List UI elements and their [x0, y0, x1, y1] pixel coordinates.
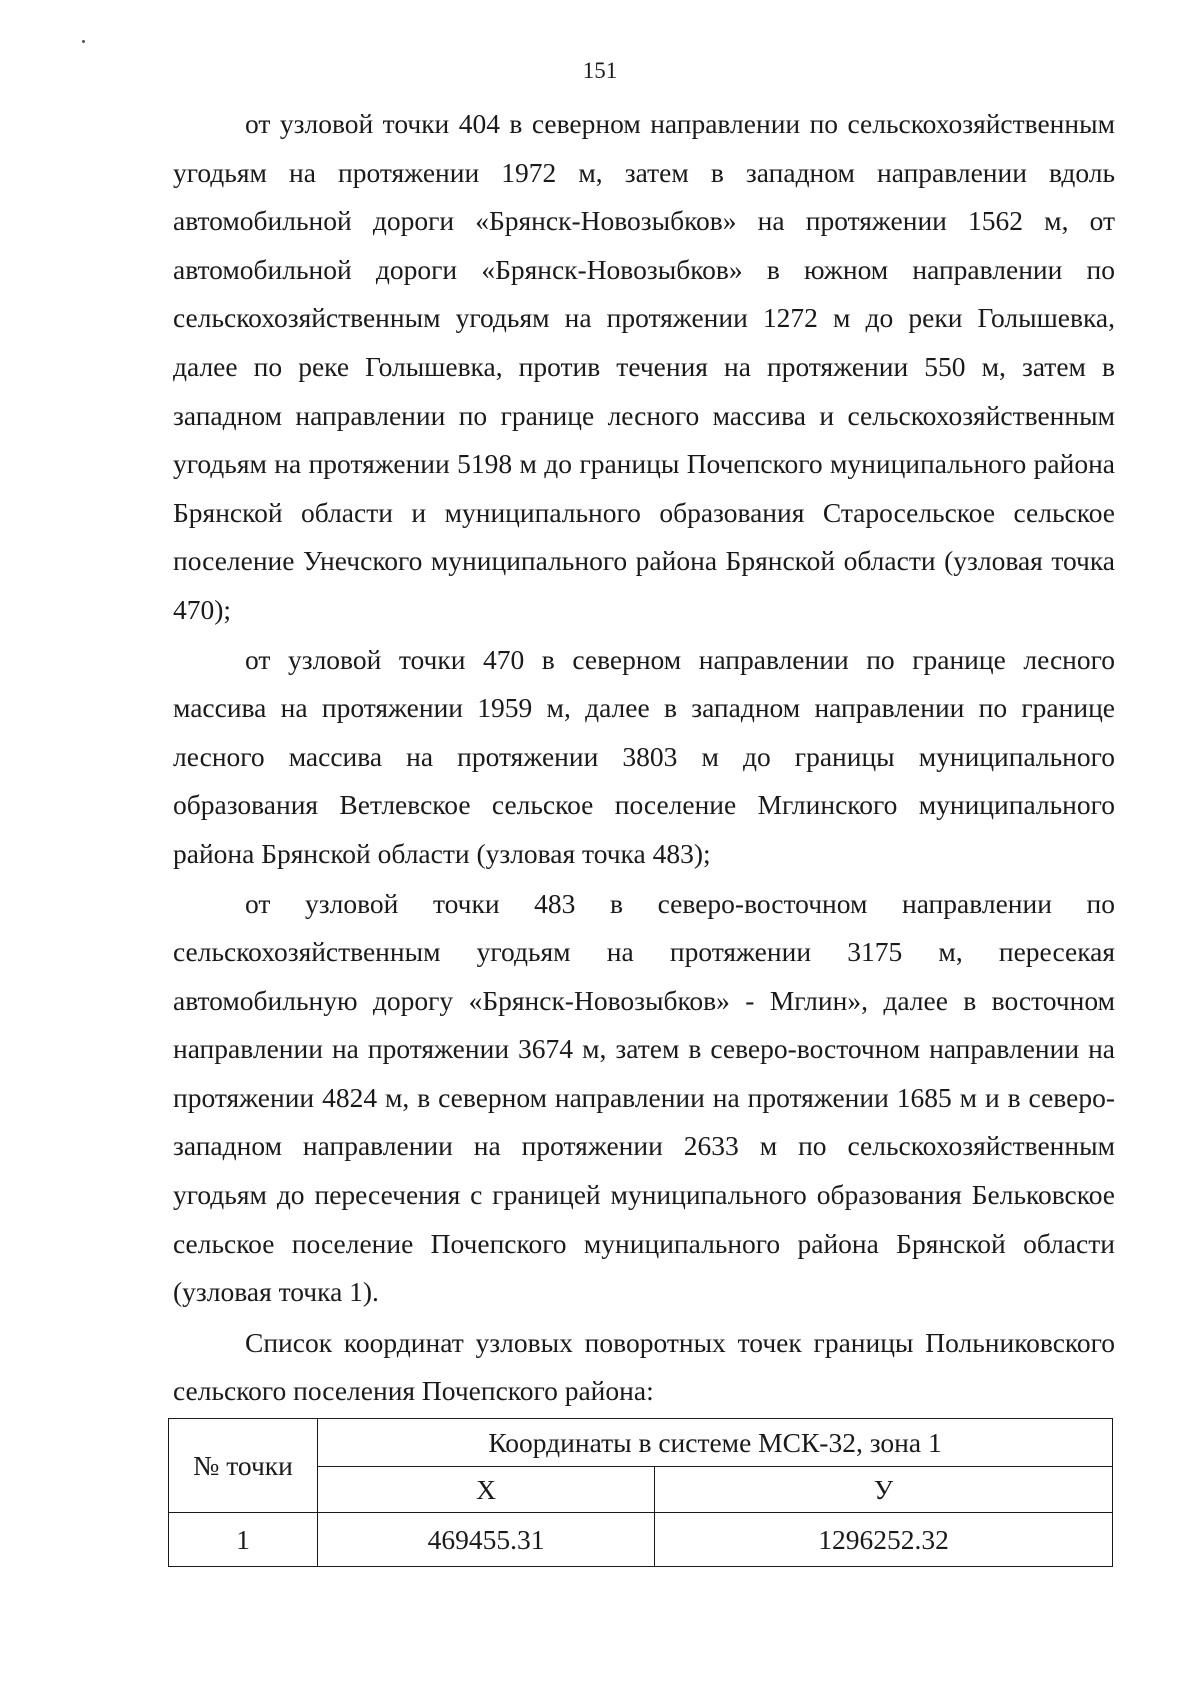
scan-speck [82, 40, 85, 43]
table-row [169, 1513, 1113, 1567]
header-x: X [318, 1467, 655, 1513]
document-body [173, 100, 1115, 1416]
cell-point: 1 [169, 1513, 318, 1567]
paragraph-1: от узловой точки 404 в северном направлении по сельскохозяйственным угодьям на протяжении 1972 м, затем в западном направлении вдоль автомобильной дороги «Брянск-Новозыбков» на протяжении 1562 м, от автомобильной дороги «Брянск-Новозыбков» в южном направлении по сельскохозяйственным угодьям на протяжении 1272 м до реки Голышевка, далее по реке Голышевка, против течения на протяжении 550 м, затем в западном направлении по границе лесного массива и сельскохозяйственным угодьям на протяжении 5198 м до границы Почепского муниципального района Брянской области и муниципального образования Старосельское сельское поселение Унечского муниципального района Брянской области (узловая точка 470); [173, 108, 1115, 625]
header-coordinates: Координаты в системе МСК-32, зона 1 [318, 1419, 1113, 1467]
cell-y: 1296252.32 [655, 1513, 1113, 1567]
header-point-number: № точки [169, 1419, 318, 1513]
paragraph-3: от узловой точки 483 в северо-восточном направлении по сельскохозяйственным угодьям на протяжении 3175 м, пересекая автомобильную дорогу «Брянск-Новозыбков» - Мглин», далее в восточном направлении на протяжении 3674 м, затем в северо-восточном направлении на протяжении 4824 м, в северном направлении на протяжении 1685 м и в северо-западном направлении на протяжении 2633 м по сельскохозяйственным угодьям до пересечения с границей муниципального образования Бельковское сельское поселение Почепского муниципального района Брянской области (узловая точка 1). [173, 887, 1115, 1308]
paragraph-2: от узловой точки 470 в северном направлении по границе лесного массива на протяжении 1959 м, далее в западном направлении по границе лесного массива на протяжении 3803 м до границы муниципального образования Ветлевское сельское поселение Мглинского муниципального района Брянской области (узловая точка 483); [173, 643, 1115, 869]
page-number: 151 [582, 58, 618, 83]
header-y: У [655, 1467, 1113, 1513]
cell-x: 469455.31 [318, 1513, 655, 1567]
paragraph-4: Список координат узловых поворотных точек границы Польниковского сельского поселения Почепского района: [173, 1326, 1115, 1407]
coordinates-table [168, 1418, 1113, 1567]
table-header-row [169, 1419, 1113, 1467]
